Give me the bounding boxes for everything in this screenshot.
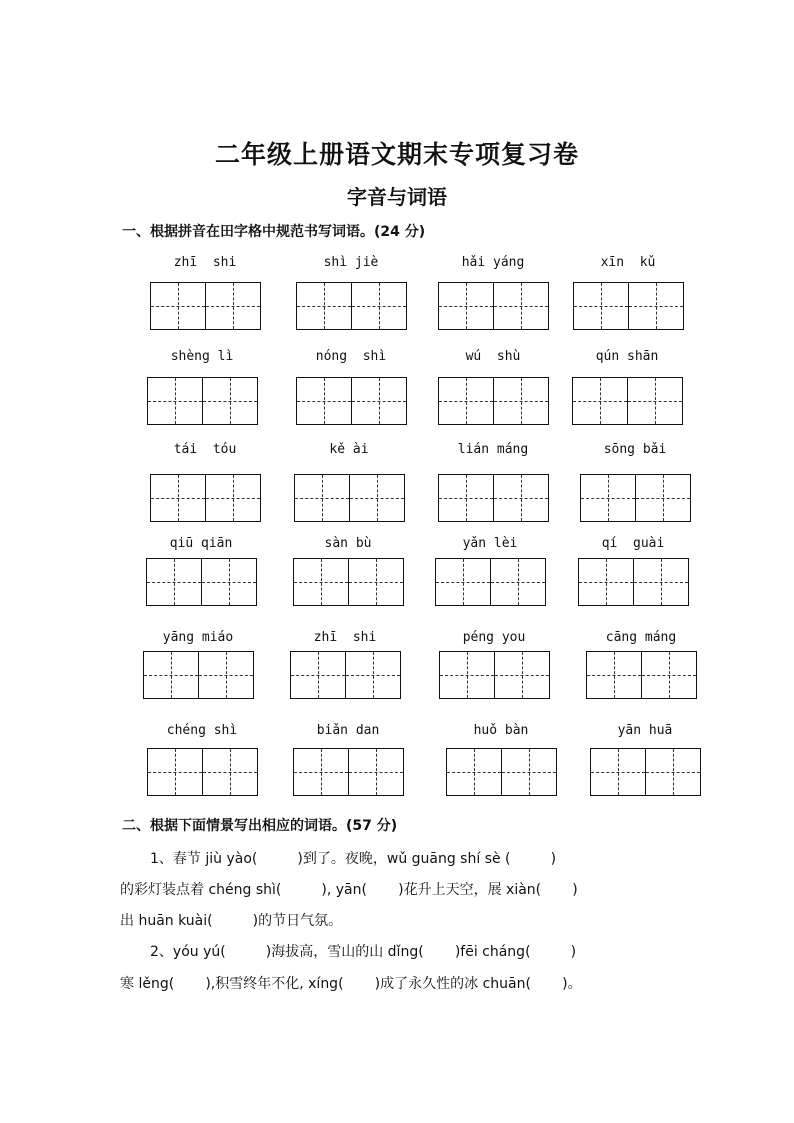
pinyin-label: yāng miáo [162,630,234,645]
pinyin-label: qiū qiān [169,536,233,551]
sentence-line-1: 1、春节 jiù yào( )到了。夜晚，wǔ guāng shí sè ( ) [150,851,557,867]
pinyin-label: cāng máng [605,630,677,645]
tianzige-cell[interactable] [294,749,348,795]
tianzige-box[interactable] [143,651,254,699]
tianzige-cell[interactable] [202,378,257,424]
tianzige-cell[interactable] [494,652,549,698]
tianzige-cell[interactable] [201,559,256,605]
tianzige-box[interactable] [438,282,549,330]
tianzige-cell[interactable] [349,475,404,521]
tianzige-cell[interactable] [587,652,641,698]
tianzige-cell[interactable] [440,652,494,698]
tianzige-cell[interactable] [198,652,253,698]
tianzige-cell[interactable] [436,559,490,605]
tianzige-cell[interactable] [202,749,257,795]
tianzige-box[interactable] [438,474,549,522]
tianzige-cell[interactable] [151,475,205,521]
tianzige-cell[interactable] [574,283,628,329]
tianzige-box[interactable] [150,474,261,522]
tianzige-cell[interactable] [351,378,406,424]
pinyin-label: xīn kǔ [600,255,656,270]
tianzige-box[interactable] [435,558,546,606]
sentence-line-5: 寒 lěng( ),积雪终年不化, xíng( )成了永久性的冰 chuān( )。 [120,976,582,992]
pinyin-label: wú shù [465,349,521,364]
tianzige-box[interactable] [580,474,691,522]
pinyin-label: sōng bǎi [603,442,667,457]
pinyin-label: qí guài [601,536,665,551]
tianzige-box[interactable] [150,282,261,330]
tianzige-box[interactable] [439,651,550,699]
tianzige-box[interactable] [146,558,257,606]
section-1-heading: 一、根据拼音在田字格中规范书写词语。(24 分) [122,224,426,240]
tianzige-box[interactable] [294,474,405,522]
tianzige-cell[interactable] [151,283,205,329]
pinyin-label: huǒ bàn [473,723,529,738]
tianzige-cell[interactable] [573,378,627,424]
tianzige-box[interactable] [578,558,689,606]
sentence-line-3: 出 huān kuài( )的节日气氛。 [120,913,343,929]
tianzige-cell[interactable] [294,559,348,605]
pinyin-label: yǎn lèi [462,536,518,551]
tianzige-box[interactable] [590,748,701,796]
tianzige-cell[interactable] [493,283,548,329]
page-subtitle: 字音与词语 [347,185,447,209]
tianzige-box[interactable] [296,377,407,425]
tianzige-box[interactable] [446,748,557,796]
tianzige-box[interactable] [293,748,404,796]
tianzige-cell[interactable] [291,652,345,698]
tianzige-cell[interactable] [345,652,400,698]
tianzige-cell[interactable] [144,652,198,698]
tianzige-cell[interactable] [439,378,493,424]
tianzige-cell[interactable] [439,283,493,329]
tianzige-cell[interactable] [348,559,403,605]
tianzige-cell[interactable] [351,283,406,329]
tianzige-cell[interactable] [439,475,493,521]
pinyin-label: nóng shì [315,349,387,364]
pinyin-label: kě ài [329,442,369,457]
tianzige-cell[interactable] [295,475,349,521]
tianzige-cell[interactable] [297,283,351,329]
tianzige-cell[interactable] [348,749,403,795]
pinyin-label: péng you [462,630,526,645]
pinyin-label: shì jiè [323,255,379,270]
tianzige-cell[interactable] [645,749,700,795]
pinyin-label: hǎi yáng [461,255,525,270]
tianzige-cell[interactable] [581,475,635,521]
tianzige-cell[interactable] [591,749,645,795]
tianzige-box[interactable] [293,558,404,606]
pinyin-label: qún shān [595,349,659,364]
tianzige-box[interactable] [296,282,407,330]
tianzige-cell[interactable] [641,652,696,698]
tianzige-cell[interactable] [490,559,545,605]
tianzige-cell[interactable] [148,378,202,424]
tianzige-cell[interactable] [628,283,683,329]
tianzige-box[interactable] [290,651,401,699]
tianzige-cell[interactable] [501,749,556,795]
tianzige-box[interactable] [438,377,549,425]
pinyin-label: biǎn dan [316,723,380,738]
pinyin-label: zhī shi [173,255,237,270]
tianzige-cell[interactable] [493,475,548,521]
tianzige-cell[interactable] [205,283,260,329]
tianzige-cell[interactable] [297,378,351,424]
tianzige-cell[interactable] [579,559,633,605]
tianzige-cell[interactable] [205,475,260,521]
sentence-line-4: 2、yóu yú( )海拔高，雪山的山 dǐng( )fēi cháng( ) [150,944,577,960]
tianzige-cell[interactable] [148,749,202,795]
page-title: 二年级上册语文期末专项复习卷 [214,140,579,169]
tianzige-cell[interactable] [627,378,682,424]
tianzige-box[interactable] [572,377,683,425]
pinyin-label: yān huā [617,723,673,738]
tianzige-cell[interactable] [147,559,201,605]
tianzige-box[interactable] [573,282,684,330]
pinyin-label: shèng lì [170,349,234,364]
tianzige-cell[interactable] [633,559,688,605]
section-2-heading: 二、根据下面情景写出相应的词语。(57 分) [122,818,398,834]
sentence-line-2: 的彩灯装点着 chéng shì( ), yān( )花升上天空，展 xiàn( ) [120,882,578,898]
tianzige-box[interactable] [586,651,697,699]
tianzige-box[interactable] [147,748,258,796]
pinyin-label: lián máng [457,442,529,457]
tianzige-cell[interactable] [447,749,501,795]
pinyin-label: zhī shi [313,630,377,645]
pinyin-label: sàn bù [324,536,372,551]
tianzige-cell[interactable] [635,475,690,521]
pinyin-label: tái tóu [173,442,237,457]
tianzige-box[interactable] [147,377,258,425]
tianzige-cell[interactable] [493,378,548,424]
pinyin-label: chéng shì [166,723,238,738]
